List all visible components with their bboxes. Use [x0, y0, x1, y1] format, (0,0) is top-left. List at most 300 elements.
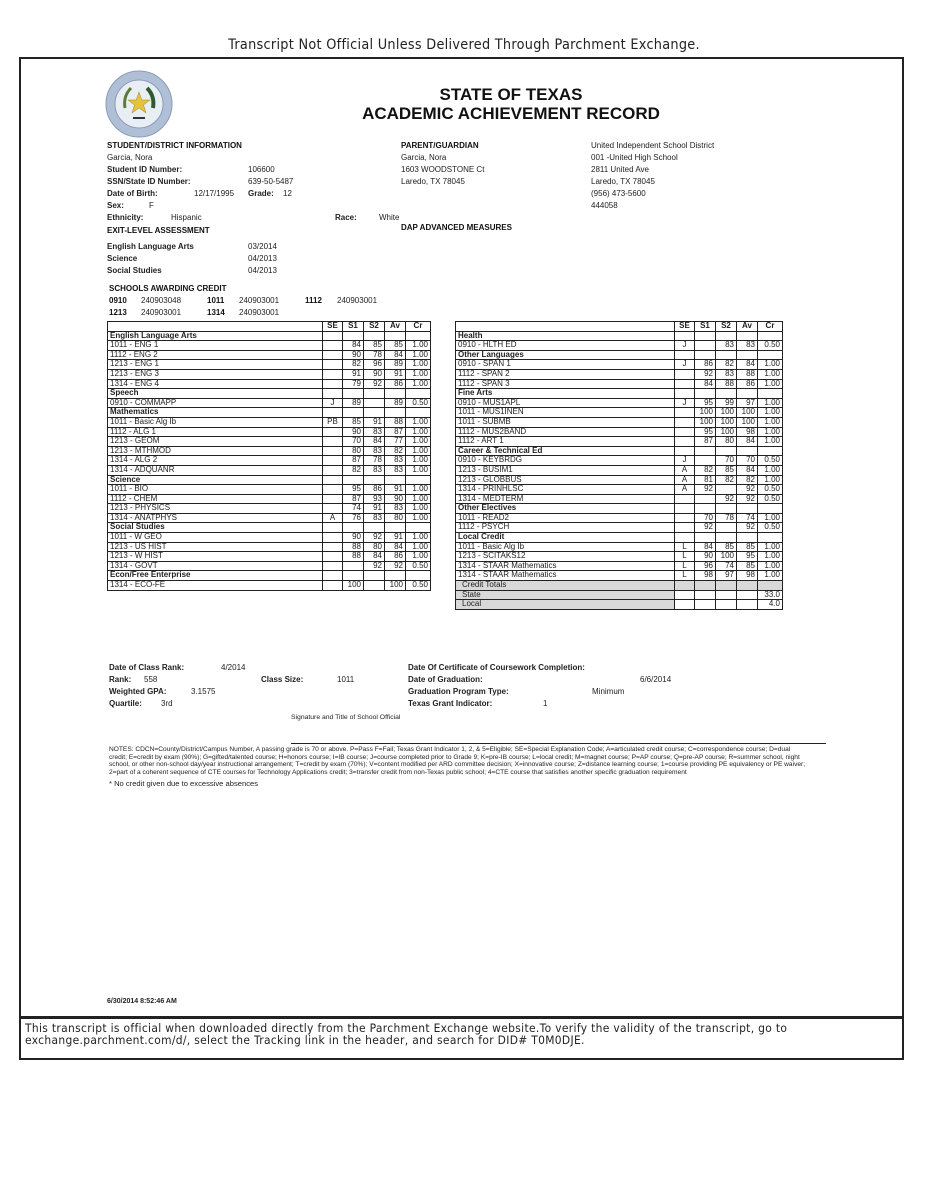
s1-grade: 81: [695, 475, 716, 485]
se-code: [323, 581, 343, 591]
exit-date: 04/2013: [248, 254, 277, 263]
se-code: [323, 533, 343, 543]
se-code: [675, 417, 695, 427]
se-code: [323, 379, 343, 389]
s1-grade: 70: [343, 437, 364, 447]
rank-label: Rank:: [109, 675, 132, 684]
s1-grade: 100: [695, 408, 716, 418]
s2-grade: 92: [364, 561, 385, 571]
credit: 1.00: [758, 360, 783, 370]
s1-grade: 95: [343, 485, 364, 495]
s1-grade: 87: [343, 494, 364, 504]
s1-grade: 82: [695, 465, 716, 475]
exit-subject: Social Studies: [107, 266, 162, 275]
s2-grade: 70: [716, 456, 737, 466]
course-row: [456, 379, 783, 389]
exit-date: 03/2014: [248, 242, 277, 251]
credit-totals-row: [456, 581, 783, 591]
average-grade: 100: [737, 408, 758, 418]
course-row: [456, 485, 783, 495]
s1-grade: 70: [695, 513, 716, 523]
s1-grade: 96: [695, 561, 716, 571]
course-name: 1213 - W HIST: [108, 552, 323, 562]
credit: 1.00: [406, 456, 431, 466]
credit-totals-label: Credit Totals: [456, 581, 675, 591]
average-grade: 89: [385, 398, 406, 408]
s2-grade: 83: [364, 513, 385, 523]
race-value: White: [379, 213, 400, 222]
course-row: [108, 552, 431, 562]
course-name: 1011 - W GEO: [108, 533, 323, 543]
se-code: A: [675, 485, 695, 495]
school-code: 240903001: [239, 308, 280, 317]
s2-grade: 85: [364, 341, 385, 351]
category-row: [108, 475, 431, 485]
course-name: 1314 - ECO-FE: [108, 581, 323, 591]
s1-grade: 88: [343, 552, 364, 562]
course-row: [108, 341, 431, 351]
credit: 1.00: [406, 379, 431, 389]
credit: 1.00: [406, 437, 431, 447]
credit-total-label: State: [456, 590, 675, 600]
se-code: [675, 379, 695, 389]
se-code: A: [675, 475, 695, 485]
course-name: 1314 - PRINHLSC: [456, 485, 675, 495]
credit: 0.50: [758, 341, 783, 351]
s2-grade: 84: [364, 437, 385, 447]
course-row: [108, 581, 431, 591]
credit: 1.00: [758, 571, 783, 581]
average-grade: 92: [737, 485, 758, 495]
s1-grade: 89: [343, 398, 364, 408]
gpa-value: 3.1575: [191, 687, 216, 696]
gpa-label: Weighted GPA:: [109, 687, 167, 696]
se-code: [323, 542, 343, 552]
category-name: Social Studies: [108, 523, 323, 533]
se-code: [675, 523, 695, 533]
se-code: [323, 369, 343, 379]
course-name: 1314 - GOVT: [108, 561, 323, 571]
state-seal-icon: [105, 70, 173, 138]
credit: 1.00: [406, 552, 431, 562]
s2-grade: 83: [364, 427, 385, 437]
course-name: 1213 - PHYSICS: [108, 504, 323, 514]
average-grade: 84: [385, 542, 406, 552]
se-code: J: [675, 398, 695, 408]
average-grade: 82: [385, 446, 406, 456]
course-name: 1011 - Basic Alg Ib: [108, 417, 323, 427]
s1-grade: 84: [695, 379, 716, 389]
s2-grade: [364, 581, 385, 591]
course-name: 1314 - ANATPHYS: [108, 513, 323, 523]
course-name: 1112 - PSYCH: [456, 523, 675, 533]
course-name: 1011 - SUBMB: [456, 417, 675, 427]
course-name: 1011 - BIO: [108, 485, 323, 495]
average-grade: 91: [385, 533, 406, 543]
category-row: [108, 389, 431, 399]
course-row: [108, 456, 431, 466]
school-code: 240903048: [141, 296, 182, 305]
credit: 1.00: [406, 417, 431, 427]
credit: 1.00: [406, 369, 431, 379]
exit-date: 04/2013: [248, 266, 277, 275]
credit: 1.00: [758, 542, 783, 552]
course-name: 1213 - GLOBBUS: [456, 475, 675, 485]
average-grade: 83: [737, 341, 758, 351]
category-row: [456, 504, 783, 514]
s2-grade: [716, 523, 737, 533]
transcript-frame: [19, 57, 904, 1060]
average-grade: 88: [737, 369, 758, 379]
dob-value: 12/17/1995: [194, 189, 235, 198]
grades-table-right: [455, 321, 783, 610]
header-se: SE: [675, 322, 695, 332]
s1-grade: 95: [695, 398, 716, 408]
average-grade: 98: [737, 427, 758, 437]
s2-grade: 85: [716, 465, 737, 475]
credit: 1.00: [406, 533, 431, 543]
course-name: 1314 - ENG 4: [108, 379, 323, 389]
sex-value: F: [149, 201, 154, 210]
credit: 1.00: [758, 475, 783, 485]
school-code: 240903001: [239, 296, 280, 305]
category-name: Science: [108, 475, 323, 485]
header-cr: Cr: [758, 322, 783, 332]
average-grade: 92: [737, 494, 758, 504]
category-row: [108, 408, 431, 418]
unofficial-banner: Transcript Not Official Unless Delivered Through Parchment Exchange.: [228, 37, 700, 53]
notes-text: NOTES: CDCN=County/District/Campus Number, A passing grade is 70 or above. P=Pass F=Fail; Texas Grant Indicator 1, 2, & 5=Eligible; SE=Special Explanation Code; A=articulated credit course; C=correspondence course; D=dual credit; E=credit by exam (90%); G=gifted/talented course; H=honors course; I=IB course; J=course completed prior to Grade 9; K=pre-IB course; L=local credit; M=magnet course; P=AP course; Q=pre-AP course; R=summer school, night school, or other non-school day/year instructional arrangement; T=credit by exam (70%); V=content modified per ARD committee decision; X=innovative course; Z=distance learning course; 1=course providing PE equivalency or PE waiver; 2=part of a coherent sequence of CTE courses for Technology Applications credit; 3=transfer credit from non-Texas public school; 4=CTE course that satisfies another specific graduation requirement: [109, 746, 806, 777]
school-code: 240903001: [141, 308, 182, 317]
s2-grade: 92: [364, 379, 385, 389]
s2-grade: 80: [364, 542, 385, 552]
s2-grade: 88: [716, 379, 737, 389]
course-name: 0910 - HLTH ED: [456, 341, 675, 351]
se-code: L: [675, 561, 695, 571]
category-name: Mathematics: [108, 408, 323, 418]
s2-grade: 91: [364, 504, 385, 514]
s2-grade: 86: [364, 485, 385, 495]
credit: 1.00: [758, 379, 783, 389]
category-name: Fine Arts: [456, 389, 675, 399]
course-name: 1011 - ENG 1: [108, 341, 323, 351]
credit: 0.50: [406, 561, 431, 571]
s1-grade: 87: [695, 437, 716, 447]
average-grade: 74: [737, 513, 758, 523]
absence-note: * No credit given due to excessive absences: [109, 778, 259, 788]
course-row: [456, 417, 783, 427]
school-year: 1314: [207, 308, 225, 317]
s2-grade: 83: [364, 446, 385, 456]
se-code: [675, 513, 695, 523]
s1-grade: 90: [343, 350, 364, 360]
average-grade: 84: [737, 360, 758, 370]
grade-label: Grade:: [248, 189, 274, 198]
sex-label: Sex:: [107, 201, 124, 210]
credit: 1.00: [406, 350, 431, 360]
se-code: PB: [323, 417, 343, 427]
se-code: [323, 494, 343, 504]
credit: 1.00: [406, 494, 431, 504]
se-code: [323, 485, 343, 495]
exit-assessment-label: EXIT-LEVEL ASSESSMENT: [107, 226, 210, 235]
schools-awarding-label: SCHOOLS AWARDING CREDIT: [109, 284, 227, 293]
grade-value: 12: [283, 189, 292, 198]
district-code: 444058: [591, 201, 618, 210]
average-grade: 86: [385, 552, 406, 562]
s2-grade: 78: [716, 513, 737, 523]
se-code: L: [675, 552, 695, 562]
ethnicity-value: Hispanic: [171, 213, 202, 222]
average-grade: 86: [385, 379, 406, 389]
s1-grade: 92: [695, 523, 716, 533]
quartile-value: 3rd: [161, 699, 173, 708]
course-row: [108, 369, 431, 379]
credit: 1.00: [758, 427, 783, 437]
texas-grant-value: 1: [543, 699, 548, 708]
s1-grade: 88: [343, 542, 364, 552]
se-code: [323, 350, 343, 360]
average-grade: 83: [385, 504, 406, 514]
student-section-label: STUDENT/DISTRICT INFORMATION: [107, 141, 242, 150]
header-cr: Cr: [406, 322, 431, 332]
notes: [109, 746, 809, 788]
document-title: [271, 85, 751, 123]
category-name: English Language Arts: [108, 331, 323, 341]
course-name: 1011 - MUS1INEN: [456, 408, 675, 418]
course-name: 1112 - ENG 2: [108, 350, 323, 360]
grades-table-left: [107, 321, 431, 591]
course-name: 0910 - MUS1APL: [456, 398, 675, 408]
s1-grade: 84: [695, 542, 716, 552]
se-code: [323, 446, 343, 456]
category-name: Local Credit: [456, 533, 675, 543]
credit-total-value: 4.0: [758, 600, 783, 610]
s2-grade: 83: [716, 369, 737, 379]
s1-grade: 100: [695, 417, 716, 427]
credit: 1.00: [406, 485, 431, 495]
average-grade: 83: [385, 465, 406, 475]
program-type-value: Minimum: [592, 687, 625, 696]
verification-footer: This transcript is official when downloaded directly from the Parchment Exchange website.To verify the validity of the transcript, go to exchange.parchment.com/d/, select the Tracking link in the header, and search for DID# T0M0DJE.: [25, 1021, 788, 1047]
course-name: 1112 - SPAN 2: [456, 369, 675, 379]
credit-total-label: Local: [456, 600, 675, 610]
student-id-label: Student ID Number:: [107, 165, 183, 174]
exit-subject: Science: [107, 254, 138, 263]
se-code: [675, 369, 695, 379]
texas-grant-label: Texas Grant Indicator:: [408, 699, 493, 708]
average-grade: 91: [385, 485, 406, 495]
se-code: [323, 456, 343, 466]
header-av: Av: [385, 322, 406, 332]
credit-total-value: 33.0: [758, 590, 783, 600]
se-code: [675, 408, 695, 418]
course-name: 1314 - ALG 2: [108, 456, 323, 466]
graduation-date-label: Date of Graduation:: [408, 675, 483, 684]
average-grade: 100: [385, 581, 406, 591]
credit: 1.00: [406, 446, 431, 456]
course-row: [108, 485, 431, 495]
header-s1: S1: [343, 322, 364, 332]
se-code: [675, 494, 695, 504]
average-grade: 97: [737, 398, 758, 408]
se-code: [675, 427, 695, 437]
course-name: 0910 - KEYBRDG: [456, 456, 675, 466]
average-grade: 92: [737, 523, 758, 533]
category-row: [456, 389, 783, 399]
s1-grade: 82: [343, 360, 364, 370]
header-se: SE: [323, 322, 343, 332]
s2-grade: 78: [364, 350, 385, 360]
credit: 0.50: [758, 494, 783, 504]
rank-value: 558: [144, 675, 158, 684]
credit: 1.00: [758, 513, 783, 523]
header-course: [108, 322, 323, 332]
s1-grade: 95: [695, 427, 716, 437]
average-grade: 88: [385, 417, 406, 427]
s2-grade: 78: [364, 456, 385, 466]
s2-grade: 82: [716, 360, 737, 370]
credit: 1.00: [406, 427, 431, 437]
credit: 1.00: [758, 408, 783, 418]
s2-grade: 84: [364, 552, 385, 562]
course-name: 1213 - ENG 1: [108, 360, 323, 370]
category-name: Health: [456, 331, 675, 341]
course-name: 1112 - MUS2BAND: [456, 427, 675, 437]
ssn-value: 639-50-5487: [248, 177, 294, 186]
course-row: [108, 417, 431, 427]
course-row: [108, 504, 431, 514]
s2-grade: 82: [716, 475, 737, 485]
dap-label: DAP ADVANCED MEASURES: [401, 223, 512, 232]
course-name: 1213 - SCITAKS12: [456, 552, 675, 562]
course-name: 1213 - US HIST: [108, 542, 323, 552]
average-grade: 70: [737, 456, 758, 466]
district-address-2: Laredo, TX 78045: [591, 177, 655, 186]
credit: 1.00: [758, 465, 783, 475]
s2-grade: 92: [364, 533, 385, 543]
course-row: [456, 552, 783, 562]
average-grade: 83: [385, 456, 406, 466]
course-name: 1112 - SPAN 3: [456, 379, 675, 389]
credit: 1.00: [758, 417, 783, 427]
title-line-2: ACADEMIC ACHIEVEMENT RECORD: [362, 104, 660, 123]
graduation-date-value: 6/6/2014: [640, 675, 672, 684]
district-name: United Independent School District: [591, 141, 715, 150]
s2-grade: 93: [364, 494, 385, 504]
course-name: 1314 - STAAR Mathematics: [456, 561, 675, 571]
course-row: [108, 533, 431, 543]
se-code: [323, 427, 343, 437]
s2-grade: 99: [716, 398, 737, 408]
course-row: [108, 379, 431, 389]
district-address-1: 2811 United Ave: [591, 165, 649, 174]
s2-grade: 90: [364, 369, 385, 379]
header-s1: S1: [695, 322, 716, 332]
average-grade: 85: [385, 341, 406, 351]
parent-section-label: PARENT/GUARDIAN: [401, 141, 479, 150]
credit: 0.50: [406, 398, 431, 408]
course-row: [456, 437, 783, 447]
course-row: [456, 408, 783, 418]
average-grade: 85: [737, 542, 758, 552]
course-name: 0910 - SPAN 1: [456, 360, 675, 370]
se-code: [323, 504, 343, 514]
s2-grade: 83: [364, 465, 385, 475]
course-name: 1112 - ART 1: [456, 437, 675, 447]
s1-grade: 100: [343, 581, 364, 591]
course-name: 1011 - Basic Alg Ib: [456, 542, 675, 552]
s1-grade: 85: [343, 417, 364, 427]
s2-grade: 100: [716, 408, 737, 418]
credit: 0.50: [758, 523, 783, 533]
school-year: 1112: [305, 296, 322, 305]
s1-grade: 80: [343, 446, 364, 456]
credit: 0.50: [758, 485, 783, 495]
s2-grade: 96: [364, 360, 385, 370]
course-row: [456, 523, 783, 533]
course-row: [456, 341, 783, 351]
average-grade: 98: [737, 571, 758, 581]
se-code: L: [675, 571, 695, 581]
s1-grade: 79: [343, 379, 364, 389]
average-grade: 89: [385, 360, 406, 370]
course-name: 1213 - BUSIM1: [456, 465, 675, 475]
s1-grade: 87: [343, 456, 364, 466]
parent-name: Garcia, Nora: [401, 153, 447, 162]
average-grade: 84: [385, 350, 406, 360]
course-name: 0910 - COMMAPP: [108, 398, 323, 408]
se-code: J: [675, 360, 695, 370]
ssn-label: SSN/State ID Number:: [107, 177, 191, 186]
s1-grade: [343, 561, 364, 571]
course-name: 1213 - GEOM: [108, 437, 323, 447]
credit: 1.00: [758, 369, 783, 379]
s2-grade: 100: [716, 417, 737, 427]
credit-total-row: [456, 600, 783, 610]
category-name: Other Languages: [456, 350, 675, 360]
category-name: Career & Technical Ed: [456, 446, 675, 456]
s1-grade: 90: [343, 533, 364, 543]
course-row: [108, 465, 431, 475]
s1-grade: 92: [695, 485, 716, 495]
school-year: 1011: [207, 296, 225, 305]
s2-grade: [716, 485, 737, 495]
student-id-value: 106600: [248, 165, 275, 174]
parent-address-1: 1603 WOODSTONE Ct: [401, 165, 485, 174]
course-row: [456, 465, 783, 475]
s1-grade: [695, 341, 716, 351]
s2-grade: 83: [716, 341, 737, 351]
parent-address-2: Laredo, TX 78045: [401, 177, 465, 186]
credit: 1.00: [758, 552, 783, 562]
program-type-label: Graduation Program Type:: [408, 687, 509, 696]
average-grade: 90: [385, 494, 406, 504]
se-code: [323, 341, 343, 351]
s2-grade: 92: [716, 494, 737, 504]
se-code: A: [675, 465, 695, 475]
credit-total-row: [456, 590, 783, 600]
se-code: J: [675, 456, 695, 466]
s1-grade: 92: [695, 369, 716, 379]
se-code: [323, 465, 343, 475]
table-header-row: [108, 322, 431, 332]
print-timestamp: 6/30/2014 8:52:46 AM: [107, 998, 177, 1005]
class-rank-date-value: 4/2014: [221, 663, 246, 672]
certificate-date-label: Date Of Certificate of Coursework Completion:: [408, 663, 585, 672]
credit: 1.00: [758, 398, 783, 408]
header-s2: S2: [364, 322, 385, 332]
